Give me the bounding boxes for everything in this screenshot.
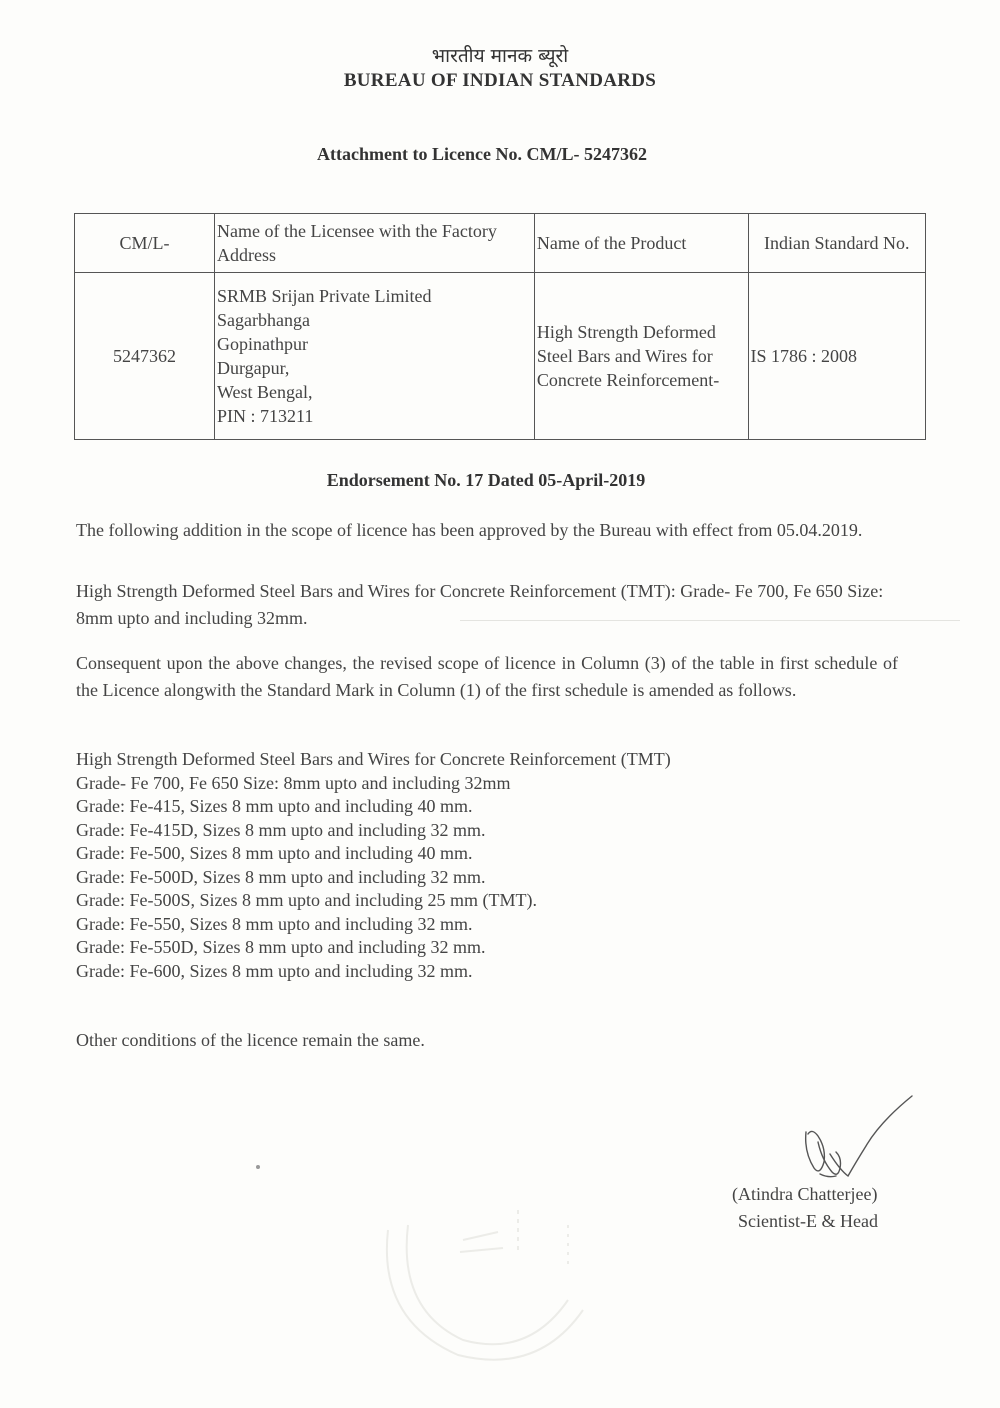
cell-licensee-address xyxy=(214,273,534,440)
header-cml: CM/L- xyxy=(75,214,215,273)
address-line: Gopinathpur xyxy=(216,334,308,354)
licence-table xyxy=(74,213,926,440)
attachment-title: Attachment to Licence No. CM/L- 5247362 xyxy=(317,144,647,164)
stray-dot xyxy=(256,1165,260,1169)
list-item: High Strength Deformed Steel Bars and Wires for Concrete Reinforcement (TMT) xyxy=(76,749,671,769)
signatory-name: (Atindra Chatterjee) xyxy=(732,1184,878,1204)
table-header-row xyxy=(75,214,926,273)
paragraph-addition: High Strength Deformed Steel Bars and Wires for Concrete Reinforcement (TMT): Grade- Fe 700, Fe 650 Size: 8mm upto and including 32mm. xyxy=(76,581,884,628)
list-item: Grade: Fe-415, Sizes 8 mm upto and including 40 mm. xyxy=(76,796,473,816)
header-standard: Indian Standard No. xyxy=(748,214,926,273)
cell-standard: IS 1786 : 2008 xyxy=(748,273,926,440)
list-item: Grade: Fe-415D, Sizes 8 mm upto and including 32 mm. xyxy=(76,819,486,840)
list-item: Grade: Fe-550D, Sizes 8 mm upto and including 32 mm. xyxy=(76,937,486,957)
signatory-designation: Scientist-E & Head xyxy=(738,1211,878,1231)
paragraph-other-conditions: Other conditions of the licence remain the same. xyxy=(76,1030,425,1050)
address-line: Durgapur, xyxy=(216,358,290,378)
table-row xyxy=(75,273,926,440)
cell-product: High Strength Deformed Steel Bars and Wires for Concrete Reinforcement- xyxy=(534,273,748,440)
seal-watermark-icon xyxy=(368,1190,598,1370)
signature-icon xyxy=(800,1092,920,1184)
endorsement-title: Endorsement No. 17 Dated 05-April-2019 xyxy=(326,470,646,490)
header-licensee: Name of the Licensee with the Factory Address xyxy=(214,214,534,273)
cell-cml: 5247362 xyxy=(75,273,215,440)
address-line: SRMB Srijan Private Limited xyxy=(216,286,432,306)
header-product: Name of the Product xyxy=(534,214,748,273)
list-item: Grade: Fe-500, Sizes 8 mm upto and including 40 mm. xyxy=(76,843,473,863)
address-line: PIN : 713211 xyxy=(216,406,314,426)
paragraph-approval: The following addition in the scope of licence has been approved by the Bureau with effect from 05.04.2019. xyxy=(76,520,863,540)
grade-list xyxy=(76,748,936,983)
address-line: Sagarbhanga xyxy=(216,310,310,330)
list-item: Grade: Fe-600, Sizes 8 mm upto and including 32 mm. xyxy=(76,960,473,981)
list-item: Grade: Fe-500S, Sizes 8 mm upto and including 25 mm (TMT). xyxy=(76,890,537,910)
list-item: Grade: Fe-500D, Sizes 8 mm upto and including 32 mm. xyxy=(76,866,486,887)
paragraph-revised-scope: Consequent upon the above changes, the revised scope of licence in Column (3) of the table in first schedule of the Licence alongwith the Standard Mark in Column (1) of the first schedule is amended as follows. xyxy=(76,653,898,700)
hindi-title: भारतीय मानक ब्यूरो xyxy=(431,45,569,67)
address-line: West Bengal, xyxy=(216,382,313,402)
list-item: Grade- Fe 700, Fe 650 Size: 8mm upto and including 32mm xyxy=(76,772,511,793)
org-title: BUREAU OF INDIAN STANDARDS xyxy=(343,70,657,91)
list-item: Grade: Fe-550, Sizes 8 mm upto and including 32 mm. xyxy=(76,913,473,934)
